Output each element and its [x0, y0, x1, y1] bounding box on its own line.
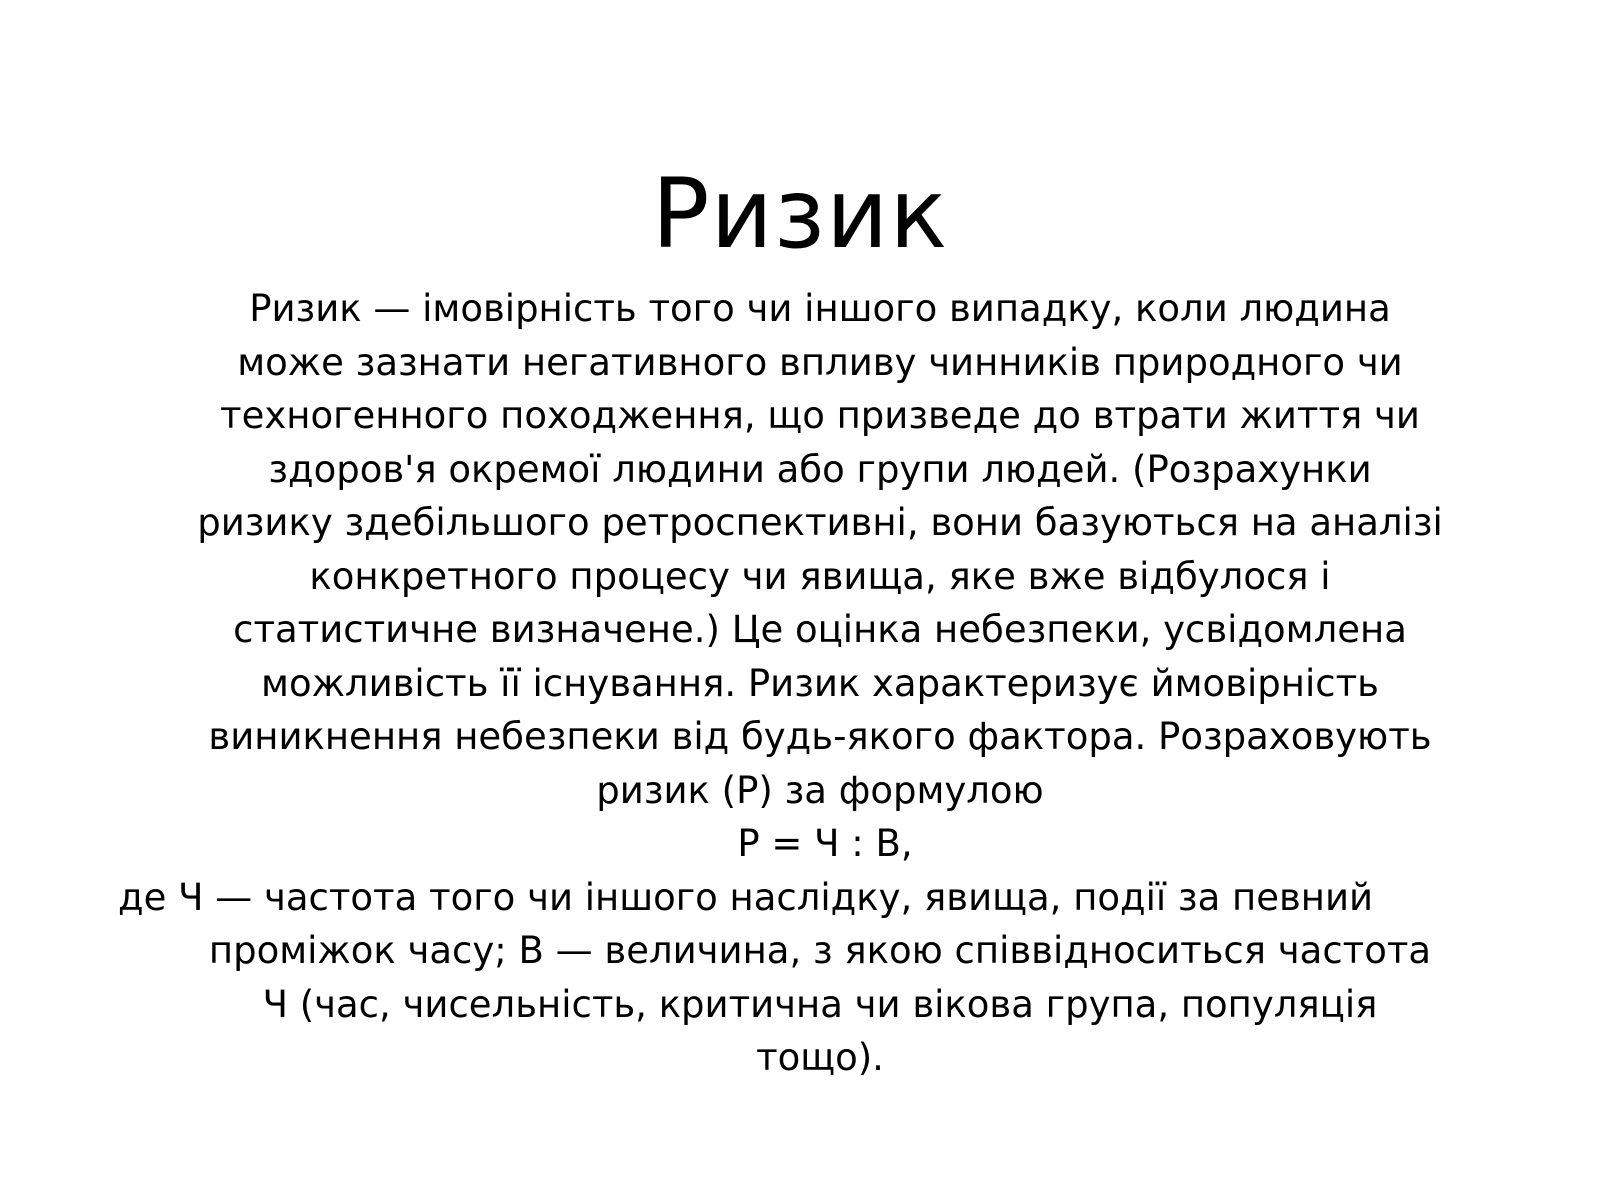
definition-line: конкретного процесу чи явища, яке вже відбулося і	[309, 554, 1331, 598]
definition-line: можливість її існування. Ризик характеризує ймовірність	[261, 661, 1379, 705]
definition-paragraph	[150, 282, 1490, 817]
definition-line: здоров'я окремої людини або групи людей. (Розрахунки	[268, 447, 1372, 491]
risk-formula: Р = Ч : В,	[737, 822, 913, 865]
definition-line: техногенного походження, що призведе до втрати життя чи	[220, 394, 1420, 437]
definition-line: виникнення небезпеки від будь-якого фактора. Розраховують	[208, 715, 1432, 758]
legend-line: де Ч — частота того чи іншого наслідку, явища, події за певний	[118, 875, 1374, 919]
definition-line: ризику здебільшого ретроспективні, вони базуються на аналізі	[197, 501, 1443, 544]
definition-line: може зазнати негативного впливу чинників природного чи	[237, 340, 1403, 384]
legend-line: тощо).	[756, 1036, 884, 1079]
definition-line: статистичне визначене.) Це оцінка небезпеки, усвідомлена	[233, 608, 1407, 651]
definition-line: ризик (Р) за формулою	[596, 768, 1044, 812]
legend-line: Ч (час, чисельність, критична чи вікова група, популяція	[262, 982, 1378, 1026]
formula-legend	[118, 871, 1490, 1085]
definition-line: Ризик — імовірність того чи іншого випадку, коли людина	[249, 287, 1391, 330]
slide-title: Ризик	[651, 158, 949, 271]
legend-line: проміжок часу; В — величина, з якою співвідноситься частота	[208, 929, 1432, 972]
slide-body	[118, 282, 1490, 1085]
